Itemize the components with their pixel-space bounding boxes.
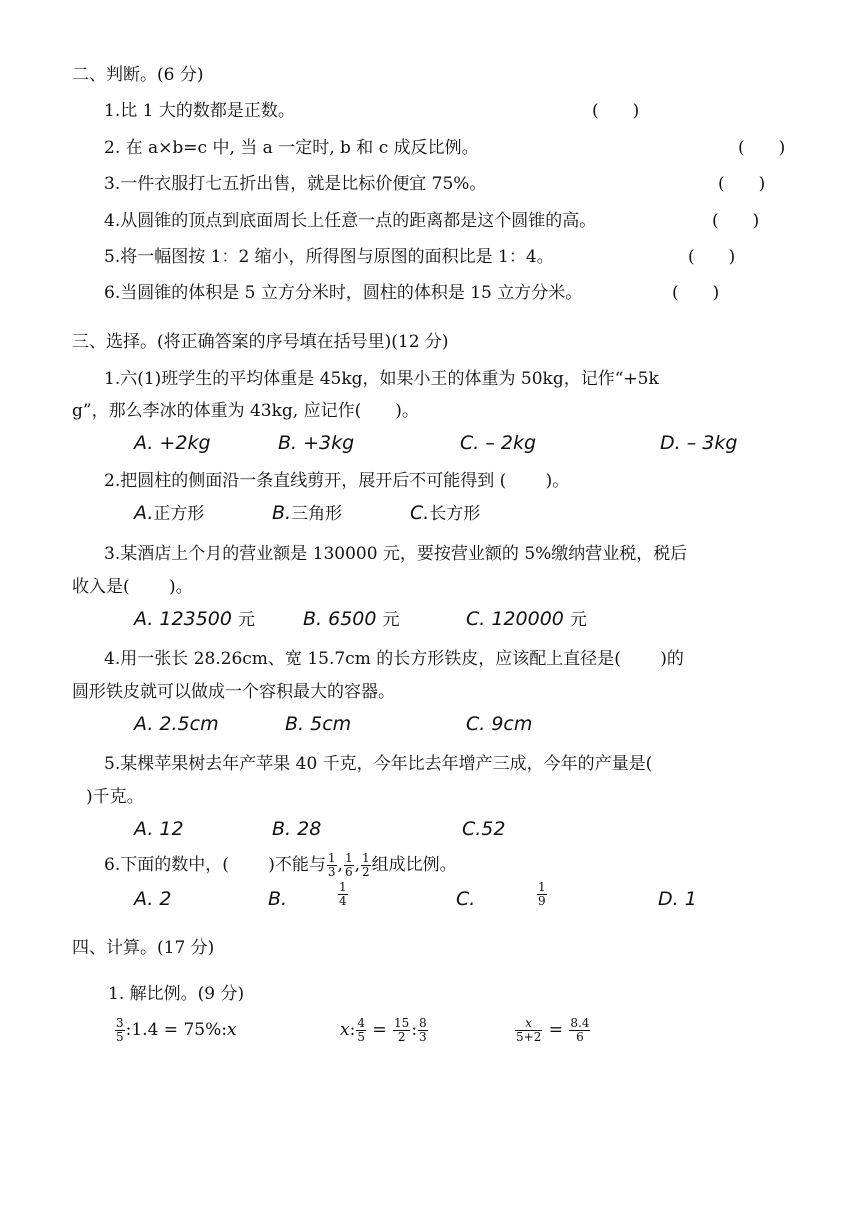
q5-option-b[interactable]: B. 28	[272, 818, 322, 840]
q6-option-c[interactable]: C.	[456, 888, 476, 910]
q6-fraction-3: $\frac{1}{2}$	[361, 851, 370, 879]
q4-option-a[interactable]: A. 2.5cm	[134, 713, 219, 735]
q5-option-a[interactable]: A. 12	[134, 818, 184, 840]
q6-fraction-2: $\frac{1}{6}$	[344, 851, 353, 879]
q6-prefix: 6.下面的数中，( )不能与	[104, 855, 326, 875]
q1-option-b[interactable]: B. +3kg	[278, 432, 355, 454]
judgment-item-1: 1.比 1 大的数都是正数。	[104, 101, 295, 121]
q2-line-1: 2.把圆柱的侧面沿一条直线剪开，展开后不可能得到 ( )。	[104, 471, 570, 491]
q6-option-c-fraction: $\frac{1}{9}$	[538, 880, 546, 908]
q3-option-b-unit: 元	[382, 610, 400, 630]
q3-option-c[interactable]	[466, 608, 587, 631]
q2-option-b[interactable]	[272, 502, 342, 525]
q1-line-2: g”，那么李冰的体重为 43kg, 应记作( )。	[72, 401, 419, 421]
q6-option-b-fraction: $\frac{1}{4}$	[339, 880, 347, 908]
equation-1: $\frac{3}{5}$ :1.4 = 75%:x	[116, 1016, 237, 1044]
q6-option-a[interactable]: A. 2	[134, 888, 172, 910]
q2-option-a-text: 正方形	[153, 504, 205, 524]
q3-option-c-value: C. 120000	[466, 608, 564, 630]
q5-line-1: 5.某棵苹果树去年产苹果 40 千克，今年比去年增产三成，今年的产量是(	[104, 754, 653, 774]
answer-paren-6[interactable]: ( )	[672, 283, 720, 303]
q2-option-c[interactable]	[410, 502, 480, 525]
q3-option-c-unit: 元	[569, 610, 587, 630]
q4-line-2: 圆形铁皮就可以做成一个容积最大的容器。	[72, 682, 395, 702]
q6-line: 6.下面的数中，( )不能与 $\frac{1}{3}$ , $\frac{1}{6}$ , $\frac{1}{2}$ 组成比例。	[104, 851, 457, 879]
q5-option-c[interactable]: C.52	[462, 818, 506, 840]
section-title-calculation: 四、计算。(17 分)	[72, 938, 215, 958]
q2-option-c-letter: C.	[410, 502, 430, 524]
q2-option-b-letter: B.	[272, 502, 292, 524]
q1-line-1: 1.六(1)班学生的平均体重是 45kg，如果小王的体重为 50kg，记作“+5k	[104, 369, 659, 389]
q6-option-b[interactable]: B.	[268, 888, 288, 910]
q1-option-a[interactable]: A. +2kg	[134, 432, 211, 454]
judgment-item-6: 6.当圆锥的体积是 5 立方分米时，圆柱的体积是 15 立方分米。	[104, 283, 583, 303]
q3-option-a-unit: 元	[238, 610, 256, 630]
q2-option-b-text: 三角形	[291, 504, 343, 524]
answer-paren-2[interactable]: ( )	[738, 138, 786, 158]
q4-option-b[interactable]: B. 5cm	[285, 713, 352, 735]
equation-3: $\frac{x}{5+2}$ = $\frac{8.4}{6}$	[516, 1016, 590, 1044]
q3-line-2: 收入是( )。	[72, 577, 193, 597]
equation-2: x: $\frac{4}{5}$ = $\frac{15}{2}$ : $\frac{8}{3}$	[340, 1016, 427, 1044]
judgment-item-2: 2. 在 a×b=c 中, 当 a 一定时, b 和 c 成反比例。	[104, 138, 479, 158]
q3-option-b-value: B. 6500	[303, 608, 377, 630]
q5-line-2: )千克。	[86, 787, 144, 807]
q3-option-b[interactable]	[303, 608, 400, 631]
q1-option-d[interactable]: D. – 3kg	[660, 432, 738, 454]
q1-option-c[interactable]: C. – 2kg	[460, 432, 537, 454]
section-title-judgment: 二、判断。(6 分)	[72, 65, 204, 85]
q3-line-1: 3.某酒店上个月的营业额是 130000 元，要按营业额的 5%缴纳营业税，税后	[104, 544, 688, 564]
q2-option-a-letter: A.	[134, 502, 154, 524]
q6-fraction-1: $\frac{1}{3}$	[327, 851, 336, 879]
judgment-item-4: 4.从圆锥的顶点到底面周长上任意一点的距离都是这个圆锥的高。	[104, 211, 597, 231]
answer-paren-1[interactable]: ( )	[592, 101, 640, 121]
answer-paren-3[interactable]: ( )	[718, 174, 766, 194]
q2-option-c-text: 长方形	[429, 504, 481, 524]
answer-paren-4[interactable]: ( )	[712, 211, 760, 231]
judgment-item-3: 3.一件衣服打七五折出售，就是比标价便宜 75%。	[104, 174, 487, 194]
q3-option-a-value: A. 123500	[134, 608, 232, 630]
q4-line-1: 4.用一张长 28.26cm、宽 15.7cm 的长方形铁皮，应该配上直径是( )的	[104, 649, 684, 669]
section-title-choice: 三、选择。(将正确答案的序号填在括号里)(12 分)	[72, 332, 449, 352]
q6-suffix: 组成比例。	[371, 855, 457, 875]
q3-option-a[interactable]	[134, 608, 255, 631]
q4-option-c[interactable]: C. 9cm	[466, 713, 533, 735]
q6-option-d[interactable]: D. 1	[658, 888, 697, 910]
answer-paren-5[interactable]: ( )	[688, 247, 736, 267]
q2-option-a[interactable]	[134, 502, 204, 525]
judgment-item-5: 5.将一幅图按 1：2 缩小，所得图与原图的面积比是 1：4。	[104, 247, 554, 267]
sub-title-solve-proportion: 1. 解比例。(9 分)	[108, 984, 245, 1004]
